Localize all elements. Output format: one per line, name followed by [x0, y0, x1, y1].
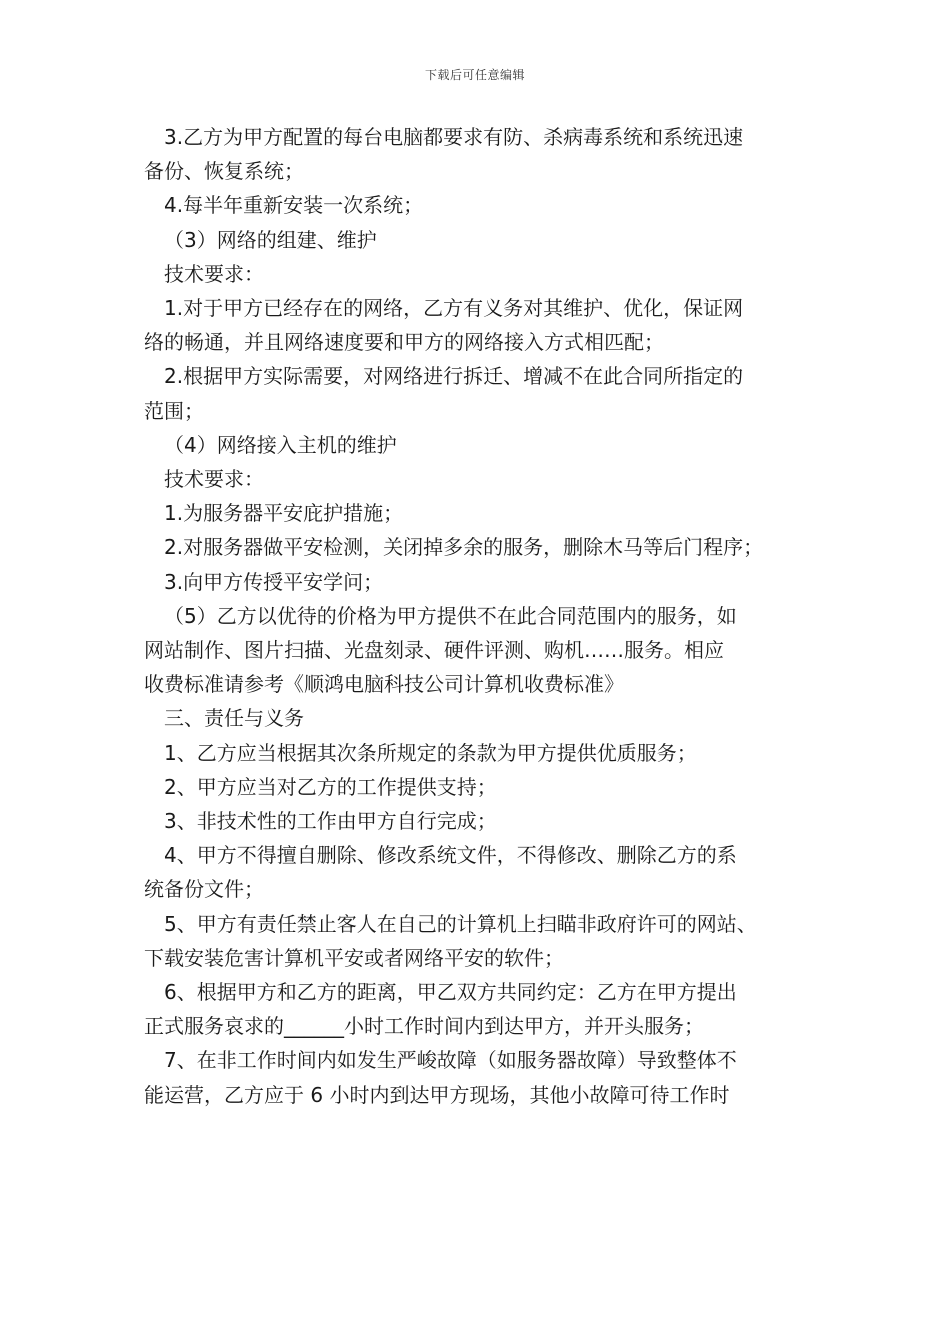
text-line: 能运营，乙方应于 6 小时内到达甲方现场，其他小故障可待工作时: [144, 1082, 730, 1107]
text-line: 备份、恢复系统；: [144, 159, 304, 184]
text-line: （5）乙方以优待的价格为甲方提供不在此合同范围内的服务，如: [164, 603, 737, 628]
text-line: 4.每半年重新安装一次系统；: [164, 193, 424, 218]
document-body: [144, 120, 824, 1112]
text-line: 5、甲方有责任禁止客人在自己的计算机上扫瞄非政府许可的网站、: [164, 911, 757, 936]
text-line: 6、根据甲方和乙方的距离，甲乙双方共同约定：乙方在甲方提出: [164, 980, 737, 1005]
text-line: 络的畅通，并且网络速度要和甲方的网络接入方式相匹配；: [144, 330, 664, 355]
text-line: 1.为服务器平安庇护措施；: [164, 501, 404, 526]
text-line: 2.根据甲方实际需要，对网络进行拆迁、增减不在此合同所指定的: [164, 364, 744, 389]
text-line: 收费标准请参考《顺鸿电脑科技公司计算机收费标准》: [144, 672, 624, 697]
text-line: 1.对于甲方已经存在的网络，乙方有义务对其维护、优化，保证网: [164, 296, 744, 321]
text-line: 三、责任与义务: [164, 706, 304, 731]
text-line: 3.乙方为甲方配置的每台电脑都要求有防、杀病毒系统和系统迅速: [164, 125, 744, 149]
text-line: 正式服务哀求的______小时工作时间内到达甲方，并开头服务；: [144, 1014, 704, 1039]
text-line: 3、非技术性的工作由甲方自行完成；: [164, 809, 497, 834]
text-line: 技术要求：: [164, 261, 264, 286]
text-line: 4、甲方不得擅自删除、修改系统文件，不得修改、删除乙方的系: [164, 843, 737, 868]
text-line: 范围；: [144, 398, 204, 423]
text-line: 2.对服务器做平安检测，关闭掉多余的服务，删除木马等后门程序；: [164, 535, 764, 560]
text-line: 7、在非工作时间内如发生严峻故障（如服务器故障）导致整体不: [164, 1048, 737, 1073]
text-line: 统备份文件；: [144, 877, 264, 902]
text-line: 1、乙方应当根据其次条所规定的条款为甲方提供优质服务；: [164, 740, 697, 765]
text-line: 技术要求：: [164, 467, 264, 492]
text-line: （4）网络接入主机的维护: [164, 432, 397, 457]
text-line: 网站制作、图片扫描、光盘刻录、硬件评测、购机……服务。相应: [144, 638, 724, 663]
page-header: 下载后可任意编辑: [424, 68, 525, 82]
text-line: （3）网络的组建、维护: [164, 227, 377, 252]
text-line: 3.向甲方传授平安学问；: [164, 569, 384, 594]
text-line: 2、甲方应当对乙方的工作提供支持；: [164, 774, 497, 799]
text-line: 下载安装危害计算机平安或者网络平安的软件；: [144, 945, 564, 970]
